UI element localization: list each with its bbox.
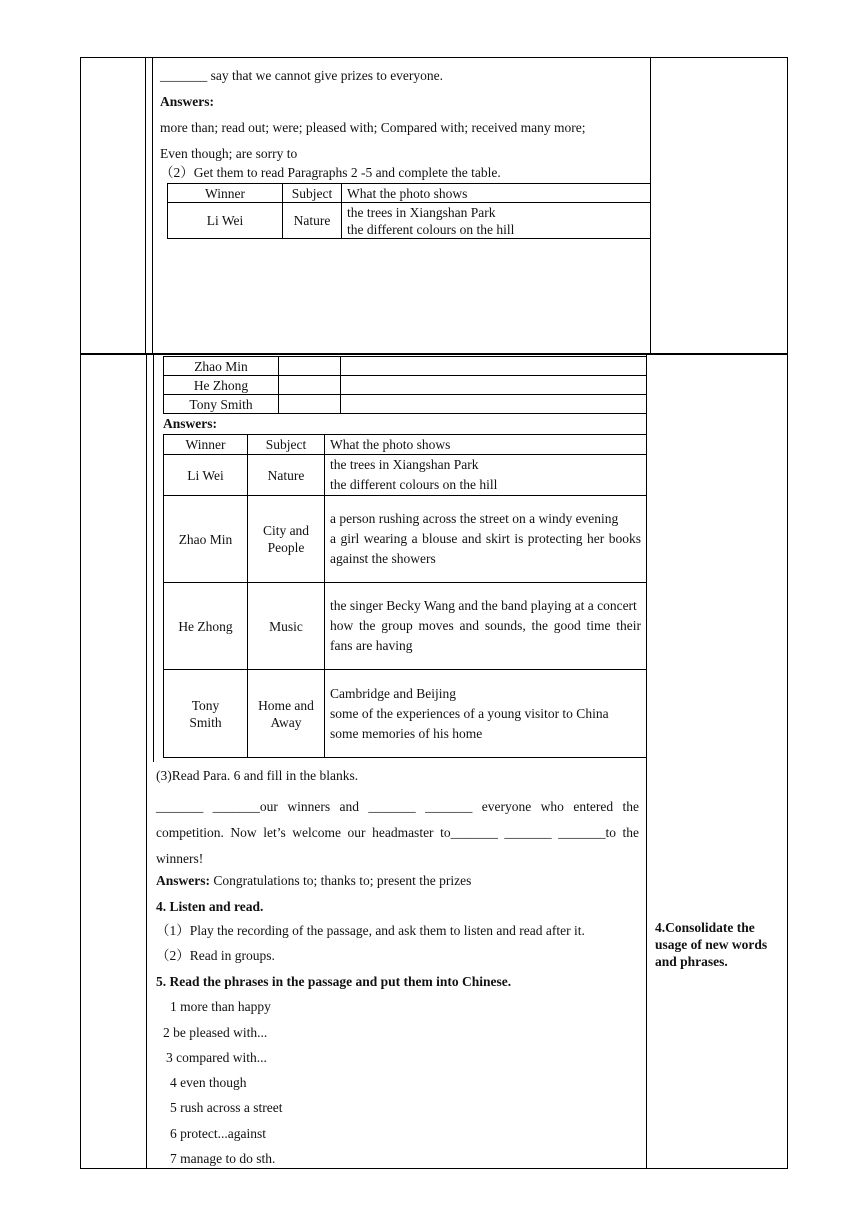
cell-photo-shows xyxy=(325,455,647,496)
bottom-col-line-5 xyxy=(787,355,788,1169)
top-col-line-2 xyxy=(145,57,146,354)
cell-subject: City and People xyxy=(248,496,325,583)
cell-winner: Zhao Min xyxy=(164,357,279,376)
table-row xyxy=(168,203,651,239)
table-row xyxy=(164,455,647,496)
top-col-line-5 xyxy=(787,57,788,354)
photo-shows-line: a girl wearing a blouse and skirt is protecting her books against the showers xyxy=(330,531,641,566)
purpose-note: 4.Consolidate the usage of new words and phrases. xyxy=(655,920,768,969)
table-header-row xyxy=(164,435,647,455)
step-4-item-1: （1）Play the recording of the passage, and ask them to listen and read after it. xyxy=(156,923,585,938)
step-4-heading: 4. Listen and read. xyxy=(156,899,264,914)
table-row xyxy=(164,496,647,583)
answers-3-text: Congratulations to; thanks to; present the prizes xyxy=(210,873,472,888)
table-row xyxy=(164,357,647,376)
phrase-item: 3 compared with... xyxy=(166,1050,267,1065)
cell-photo-shows xyxy=(325,670,647,758)
header-winner: Winner xyxy=(164,435,248,455)
photo-shows-line: the trees in Xiangshan Park xyxy=(347,204,496,220)
cell-winner: Li Wei xyxy=(164,455,248,496)
step-5-heading: 5. Read the phrases in the passage and put them into Chinese. xyxy=(156,974,512,989)
header-subject: Subject xyxy=(283,184,342,203)
cell-photo-shows xyxy=(341,376,647,395)
photo-shows-line: the singer Becky Wang and the band playing at a concert xyxy=(330,598,637,613)
cell-subject: Nature xyxy=(248,455,325,496)
fill-blank-paragraph: _______ _______our winners and _______ _______ everyone who entered the competition. Now let’s welcome our headmaster to_______ _______ _______to the winners! xyxy=(156,799,639,866)
answers-label: Answers: xyxy=(163,416,217,431)
photo-shows-line: some memories of his home xyxy=(330,725,483,741)
cell-subject xyxy=(279,357,341,376)
photo-table-top xyxy=(167,183,651,239)
cell-subject: Nature xyxy=(283,203,342,239)
phrase-item: 4 even though xyxy=(170,1075,247,1090)
photo-shows-line: the different colours on the hill xyxy=(347,221,515,237)
photo-shows-line: a person rushing across the street on a windy evening xyxy=(330,511,619,526)
top-col-line-1 xyxy=(80,57,81,354)
page-break-line xyxy=(80,353,788,355)
phrase-item: 1 more than happy xyxy=(170,999,271,1014)
header-photo-shows: What the photo shows xyxy=(342,184,651,203)
cell-winner: Li Wei xyxy=(168,203,283,239)
header-subject: Subject xyxy=(248,435,325,455)
bottom-border xyxy=(80,1168,788,1169)
photo-shows-line: how the group moves and sounds, the good time their fans are having xyxy=(330,618,641,653)
header-photo-shows: What the photo shows xyxy=(325,435,647,455)
top-border xyxy=(80,57,788,58)
header-winner: Winner xyxy=(168,184,283,203)
answers-label: Answers: xyxy=(160,94,214,109)
cell-winner: He Zhong xyxy=(164,376,279,395)
answers-table xyxy=(163,434,647,758)
cell-photo-shows xyxy=(342,203,651,239)
top-col-line-3 xyxy=(152,57,153,354)
cell-winner: Tony Smith xyxy=(164,395,279,414)
table-row xyxy=(164,395,647,414)
phrase-item: 5 rush across a street xyxy=(170,1100,283,1115)
cell-subject: Home and Away xyxy=(248,670,325,758)
answers-line-1: more than; read out; were; pleased with; Compared with; received many more; xyxy=(160,120,586,135)
table-row xyxy=(164,376,647,395)
cell-photo-shows xyxy=(325,496,647,583)
photo-shows-line: the trees in Xiangshan Park xyxy=(330,457,479,472)
cell-winner: Zhao Min xyxy=(164,496,248,583)
cell-subject: Music xyxy=(248,583,325,670)
table-row xyxy=(164,583,647,670)
cell-subject xyxy=(279,376,341,395)
cell-subject xyxy=(279,395,341,414)
table-row xyxy=(164,670,647,758)
task-2-instruction: （2）Get them to read Paragraphs 2 -5 and complete the table. xyxy=(160,165,501,180)
photo-shows-line: some of the experiences of a young visitor to China xyxy=(330,705,609,721)
table-header-row xyxy=(168,184,651,203)
bottom-col-line-2 xyxy=(146,355,147,1169)
answers-label: Answers: xyxy=(156,873,210,888)
answers-3-line xyxy=(156,873,471,889)
phrase-item: 2 be pleased with... xyxy=(163,1025,268,1040)
cell-photo-shows xyxy=(325,583,647,670)
step-4-item-2: （2）Read in groups. xyxy=(156,948,275,963)
cell-photo-shows xyxy=(341,395,647,414)
phrase-item: 7 manage to do sth. xyxy=(170,1151,276,1166)
photo-shows-line: the different colours on the hill xyxy=(330,477,498,492)
fill-blank-line: _______ say that we cannot give prizes to everyone. xyxy=(160,68,444,83)
bottom-col-line-3 xyxy=(153,355,154,762)
cell-winner: Tony Smith xyxy=(164,670,248,758)
photo-table-continued xyxy=(163,356,647,414)
phrase-item: 6 protect...against xyxy=(170,1126,266,1141)
bottom-col-line-1 xyxy=(80,355,81,1169)
answers-line-2: Even though; are sorry to xyxy=(160,146,298,161)
cell-winner: He Zhong xyxy=(164,583,248,670)
photo-shows-line: Cambridge and Beijing xyxy=(330,685,456,701)
cell-photo-shows xyxy=(341,357,647,376)
task-3-instruction: (3)Read Para. 6 and fill in the blanks. xyxy=(156,768,359,783)
